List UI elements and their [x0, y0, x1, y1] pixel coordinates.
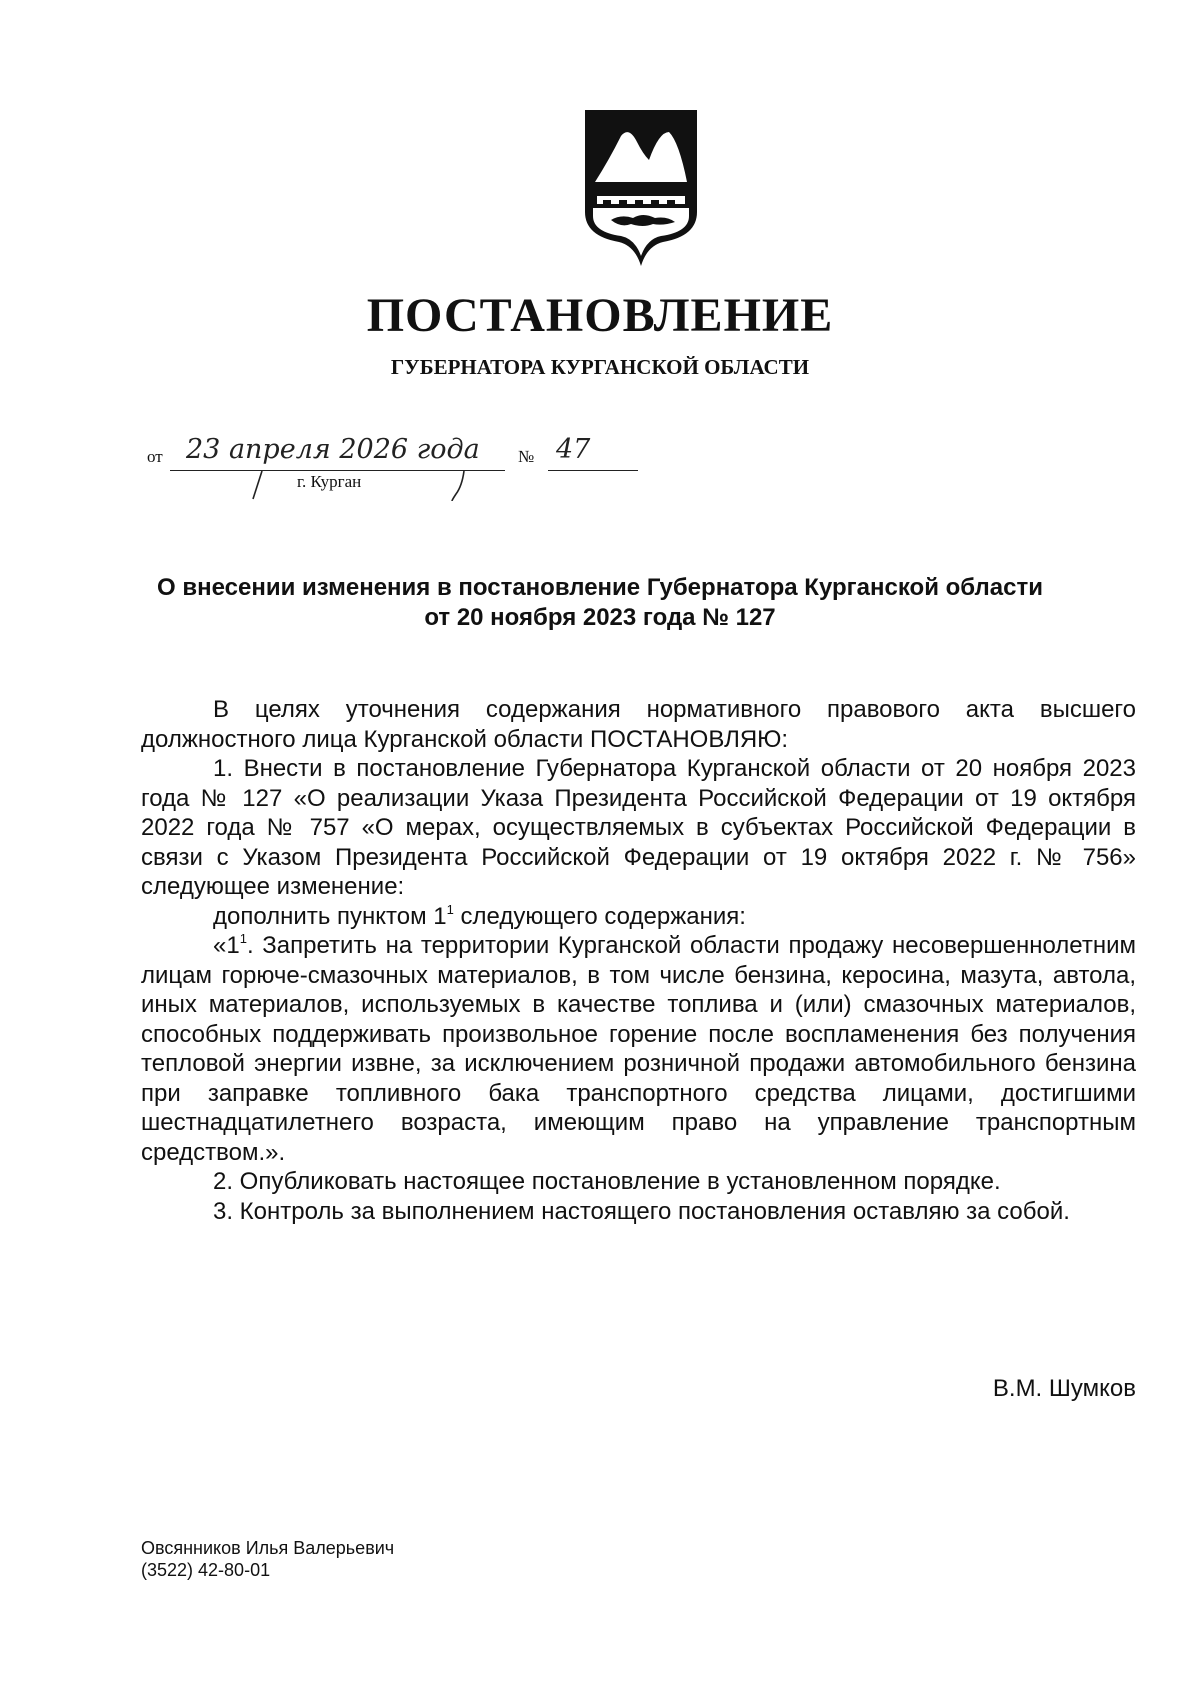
handwritten-number: 47	[556, 434, 591, 465]
paragraph-item-1: 1. Внести в постановление Губернатора Курганской области от 20 ноября 2023 года № 127 «О реализации Указа Президента Российской Федерации от 19 октября 2022 года № 757 «О мерах, осуществляемых в субъектах Российской Федерации в связи с Указом Президента Российской Федерации от 19 октября 2022 г. № 756» следующее изменение:	[141, 755, 1136, 900]
signature: В.М. Шумков	[992, 1375, 1136, 1402]
heading-line-1: О внесении изменения в постановление Губернатора Курганской области	[157, 574, 1043, 601]
handwritten-date: 23 апреля 2026 года	[186, 434, 480, 465]
executor-phone: (3522) 42-80-01	[141, 1560, 271, 1580]
date-prefix: от	[147, 447, 163, 466]
city-label: г. Курган	[297, 472, 362, 491]
paragraph-new-clause: «$1^1$. Запретить на территории Курганской области продажу несовершеннолетним лицам горюче-смазочных материалов, в том числе бензина, керосина, мазута, автола, иных материалов, используемых в качестве топлива и (или) смазочных материалов, способных поддерживать произвольное горение после воспламенения без получения тепловой энергии извне, за исключением розничной продажи автомобильного бензина при заправке топливного бака транспортного средства лицами, достигшими шестнадцатилетнего возраста, имеющим право на управление транспортным средством.».	[141, 931, 1136, 1166]
document-title: ПОСТАНОВЛЕНИЕ	[366, 289, 834, 342]
paragraph-item-3: 3. Контроль за выполнением настоящего постановления оставляю за собой.	[213, 1197, 1070, 1225]
handwritten-stroke-left	[250, 470, 264, 500]
paragraph-preamble: В целях уточнения содержания нормативного правового акта высшего должностного лица Курганской области ПОСТАНОВЛЯЮ:	[141, 696, 1136, 753]
paragraph-item-2: 2. Опубликовать настоящее постановление в установленном порядке.	[213, 1168, 1001, 1195]
paragraph-addition: дополнить пунктом $1^1$ следующего содержания:	[213, 901, 746, 930]
executor-block	[141, 1537, 394, 1581]
number-underline	[548, 470, 638, 471]
document-body	[141, 695, 1136, 1226]
handwritten-stroke-right	[450, 470, 466, 502]
number-prefix: №	[518, 447, 535, 466]
heading-line-2: от 20 ноября 2023 года № 127	[424, 604, 776, 631]
coat-of-arms-emblem	[583, 108, 699, 268]
document-subtitle: ГУБЕРНАТОРА КУРГАНСКОЙ ОБЛАСТИ	[390, 355, 810, 379]
executor-name: Овсянников Илья Валерьевич	[141, 1538, 395, 1558]
document-heading	[130, 573, 1070, 633]
